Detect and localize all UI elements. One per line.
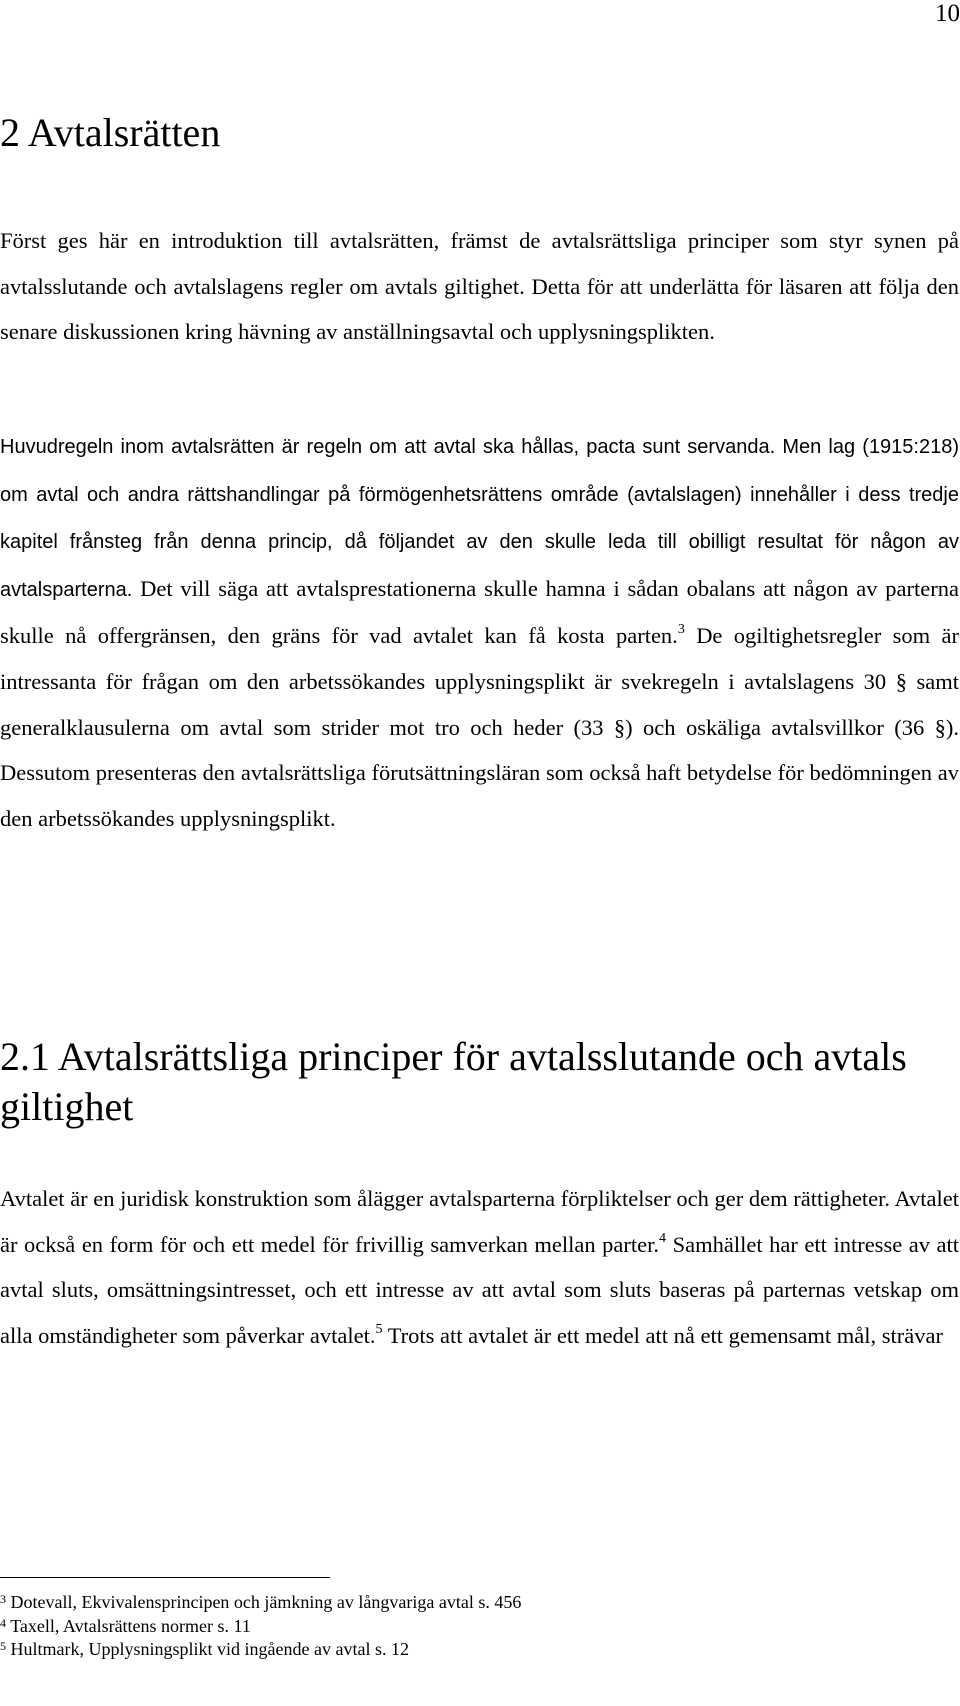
main-paragraph-sans-sentence: Huvudregeln inom avtalsrätten är regeln om att avtal ska hållas, pacta sunt servanda.: [0, 436, 776, 458]
footnote-3: [0, 1591, 521, 1615]
footnote-5: [0, 1638, 521, 1662]
footnote-text: Hultmark, Upplysningsplikt vid ingående av avtal s. 12: [10, 1639, 409, 1659]
footnote-ref-3: 3: [677, 622, 685, 638]
main-paragraph: [0, 423, 959, 841]
main-paragraph-serif-part: Det vill säga att avtalsprestationerna skulle hamna i sådan obalans att någon av parterna skulle nå offergränsen, den gräns för vad avtalet kan få kosta parten.: [0, 575, 959, 649]
section-paragraph-part1: Avtalet är en juridisk konstruktion som ålägger avtalsparterna förpliktelser och ger dem rättigheter. Avtalet är också en form för och ett medel för frivillig samverkan mellan parter.: [0, 1186, 959, 1257]
footnote-number: 4: [0, 1615, 6, 1630]
footnote-separator: [0, 1577, 330, 1578]
page-number: 10: [935, 0, 960, 27]
intro-paragraph: Först ges här en introduktion till avtalsrätten, främst de avtalsrättsliga principer som styr synen på avtalsslutande och avtalslagens regler om avtals giltighet. Detta för att underlätta för läsaren att följa den senare diskussionen kring hävning av anställningsavtal och upplysningsplikten.: [0, 228, 959, 345]
chapter-heading: 2 Avtalsrätten: [0, 110, 221, 155]
section-paragraph-part2: Samhället har ett intresse av att avtal sluts, omsättningsintresset, och ett intresse av att avtal som sluts baseras på parternas vetskap om alla omständigheter som påverkar avtalet.: [0, 1231, 960, 1348]
section-paragraph-part3: Trots att avtalet är ett medel att nå ett gemensamt mål, strävar: [387, 1322, 943, 1348]
main-paragraph-continuation: De ogiltighetsregler som är intressanta för frågan om den arbetssökandes upplysningsplikt är svekregeln i avtalslagens 30 § samt generalklausulerna om avtal som strider mot tro och heder (33 §) och oskäliga avtalsvillkor (36 §). Dessutom presenteras den avtalsrättsliga förutsättningsläran som också haft betydelse för bedömningen av den arbetssökandes upplysningsplikt.: [0, 623, 959, 831]
footnote-4: [0, 1615, 521, 1639]
footnote-number: 5: [0, 1639, 6, 1653]
footnotes: [0, 1591, 521, 1662]
footnote-ref-4: 4: [659, 1230, 667, 1246]
footnote-number: 3: [0, 1592, 6, 1606]
footnote-text: Taxell, Avtalsrättens normer s. 11: [10, 1615, 251, 1636]
section-heading: 2.1 Avtalsrättsliga principer för avtalsslutande och avtals giltighet: [0, 1034, 907, 1129]
footnote-ref-5: 5: [375, 1321, 383, 1337]
main-paragraph-sans-start: Men lag (1915:218) om avtal och andra rättshandlingar på förmögenhetsrättens område (avtalslagen) innehåller i dess tredje kapitel frånsteg från denna princip, då följandet av den skulle leda till obilligt resultat för någon av avtalsparterna.: [0, 436, 960, 601]
section-paragraph: [0, 1176, 959, 1358]
footnote-text: Dotevall, Ekvivalensprincipen och jämkning av långvariga avtal s. 456: [10, 1592, 522, 1612]
